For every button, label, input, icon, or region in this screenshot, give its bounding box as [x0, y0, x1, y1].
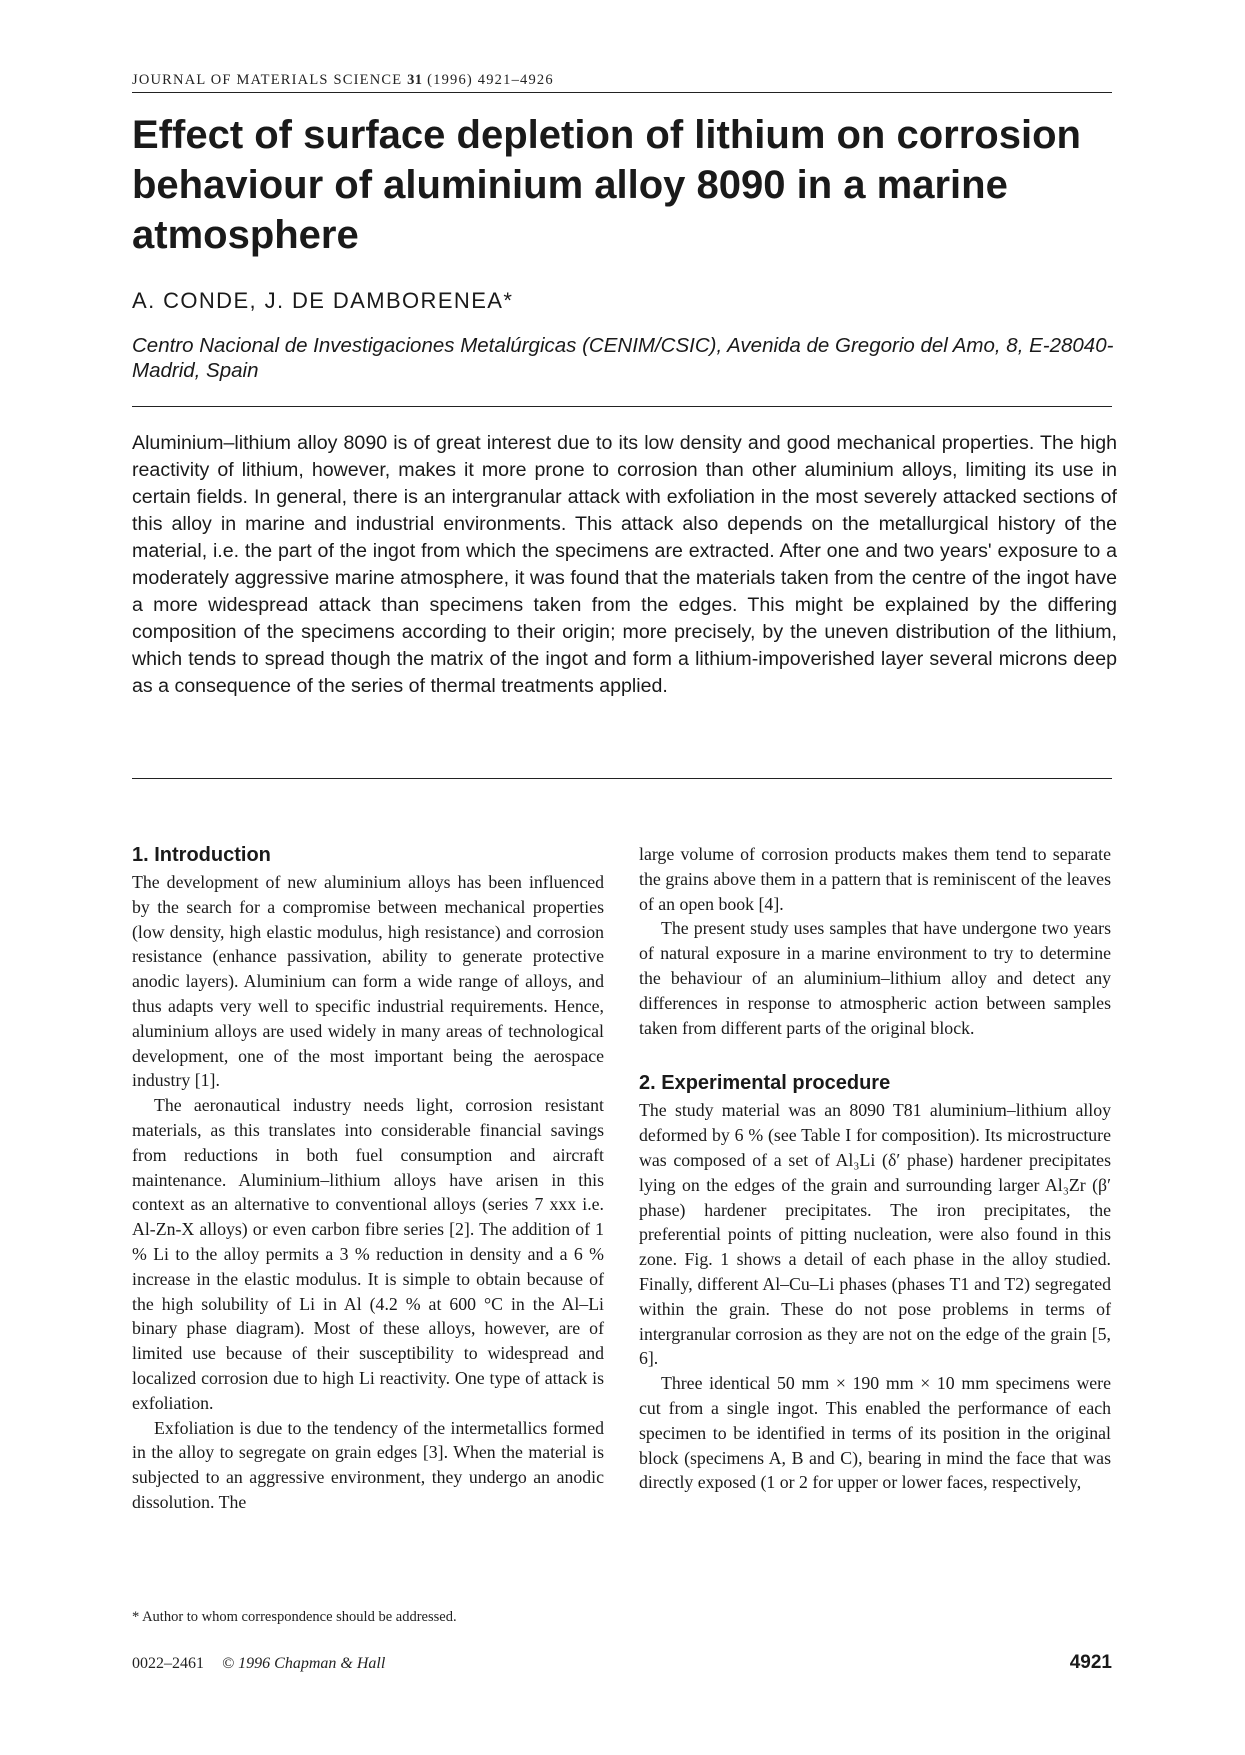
- abstract-bottom-rule: [132, 778, 1112, 779]
- experimental-paragraph-1: The study material was an 8090 T81 aluminium–lithium alloy deformed by 6 % (see Table I for composition). Its microstructure was composed of a set of Al₃Li (δ′ phase) hardener precipitates lying on the edges of the grain and surrounding larger Al₃Zr (β′ phase) hardener precipitates. The iron precipitates, the preferential points of pitting nucleation, were also found in this zone. Fig. 1 shows a detail of each phase in the alloy studied. Finally, different Al–Cu–Li phases (phases T1 and T2) segregated within the grain. These do not pose problems in terms of intergranular corrosion as they are not on the edge of the grain [5, 6].: [639, 1100, 1111, 1369]
- article-authors: A. CONDE, J. DE DAMBORENEA*: [132, 288, 514, 313]
- left-column: [132, 842, 604, 1515]
- right-column: [639, 842, 1111, 1495]
- intro-paragraph-1: The development of new aluminium alloys has been influenced by the search for a compromise between mechanical properties (low density, high elastic modulus, high resistance) and corrosion resistance (enhance passivation, ability to generate protective anodic layers). Aluminium can form a wide range of alloys, and thus adapts very well to specific industrial requirements. Hence, aluminium alloys are used widely in many areas of technological development, one of the most important being the aerospace industry [1].: [132, 872, 604, 1091]
- page-number: 4921: [1069, 1652, 1112, 1673]
- intro-paragraph-3: Exfoliation is due to the tendency of the intermetallics formed in the alloy to segregate on grain edges [3]. When the material is subjected to an aggressive environment, they undergo an anodic dissolution. The: [132, 1417, 604, 1512]
- journal-name: JOURNAL OF MATERIALS SCIENCE: [132, 72, 403, 88]
- journal-year-pages: (1996) 4921–4926: [427, 72, 554, 88]
- journal-volume: 31: [407, 72, 423, 88]
- issn: 0022–2461: [132, 1655, 204, 1672]
- intro-paragraph-2: The aeronautical industry needs light, corrosion resistant materials, as this translates into considerable financial savings from reductions in both fuel consumption and aircraft maintenance. Aluminium–lithium alloys have arisen in this context as an alternative to conventional alloys (series 7 xxx i.e. Al-Zn-X alloys) or even carbon fibre series [2]. The addition of 1 % Li to the alloy permits a 3 % reduction in density and a 6 % increase in the elastic modulus. It is simple to obtain because of the high solubility of Li in Al (4.2 % at 600 °C in the Al–Li binary phase diagram). Most of these alloys, however, are of limited use because of their susceptibility to widespread and localized corrosion due to high Li reactivity. One type of attack is exfoliation.: [132, 1095, 604, 1413]
- intro-paragraph-5: The present study uses samples that have undergone two years of natural exposure in a marine environment to try to determine the behaviour of an aluminium–lithium alloy and detect any differences in response to atmospheric action between samples taken from different parts of the original block.: [639, 918, 1111, 1038]
- article-abstract: Aluminium–lithium alloy 8090 is of great interest due to its low density and good mechanical properties. The high reactivity of lithium, however, makes it more prone to corrosion than other aluminium alloys, limiting its use in certain fields. In general, there is an intergranular attack with exfoliation in the most severely attacked sections of this alloy in marine and industrial environments. This attack also depends on the metallurgical history of the material, i.e. the part of the ingot from which the specimens are extracted. After one and two years' exposure to a moderately aggressive marine atmosphere, it was found that the materials taken from the centre of the ingot have a more widespread attack than specimens taken from the edges. This might be explained by the differing composition of the specimens according to their origin; more precisely, by the uneven distribution of the lithium, which tends to spread though the matrix of the ingot and form a lithium-impoverished layer several microns deep as a consequence of the series of thermal treatments applied.: [132, 432, 1117, 697]
- abstract-top-rule: [132, 406, 1112, 407]
- section-heading-experimental: 2. Experimental procedure: [639, 1072, 891, 1095]
- intro-paragraph-4: large volume of corrosion products makes them tend to separate the grains above them in a pattern that is reminiscent of the leaves of an open book [4].: [639, 844, 1111, 914]
- header-rule: [132, 92, 1112, 93]
- section-heading-introduction: 1. Introduction: [132, 844, 271, 866]
- journal-header: [132, 72, 554, 89]
- correspondence-footnote: * Author to whom correspondence should be addressed.: [132, 1609, 457, 1625]
- article-title: Effect of surface depletion of lithium on corrosion behaviour of aluminium alloy 8090 in a marine atmosphere: [132, 113, 1081, 257]
- article-affiliation: Centro Nacional de Investigaciones Metalúrgicas (CENIM/CSIC), Avenida de Gregorio del Amo, 8, E-28040-Madrid, Spain: [132, 334, 1114, 382]
- copyright: © 1996 Chapman & Hall: [222, 1655, 386, 1672]
- footer-issn-copyright: [132, 1655, 385, 1673]
- experimental-paragraph-2: Three identical 50 mm × 190 mm × 10 mm specimens were cut from a single ingot. This enabled the performance of each specimen to be identified in terms of its position in the original block (specimens A, B and C), bearing in mind the face that was directly exposed (1 or 2 for upper or lower faces, respectively,: [639, 1373, 1111, 1493]
